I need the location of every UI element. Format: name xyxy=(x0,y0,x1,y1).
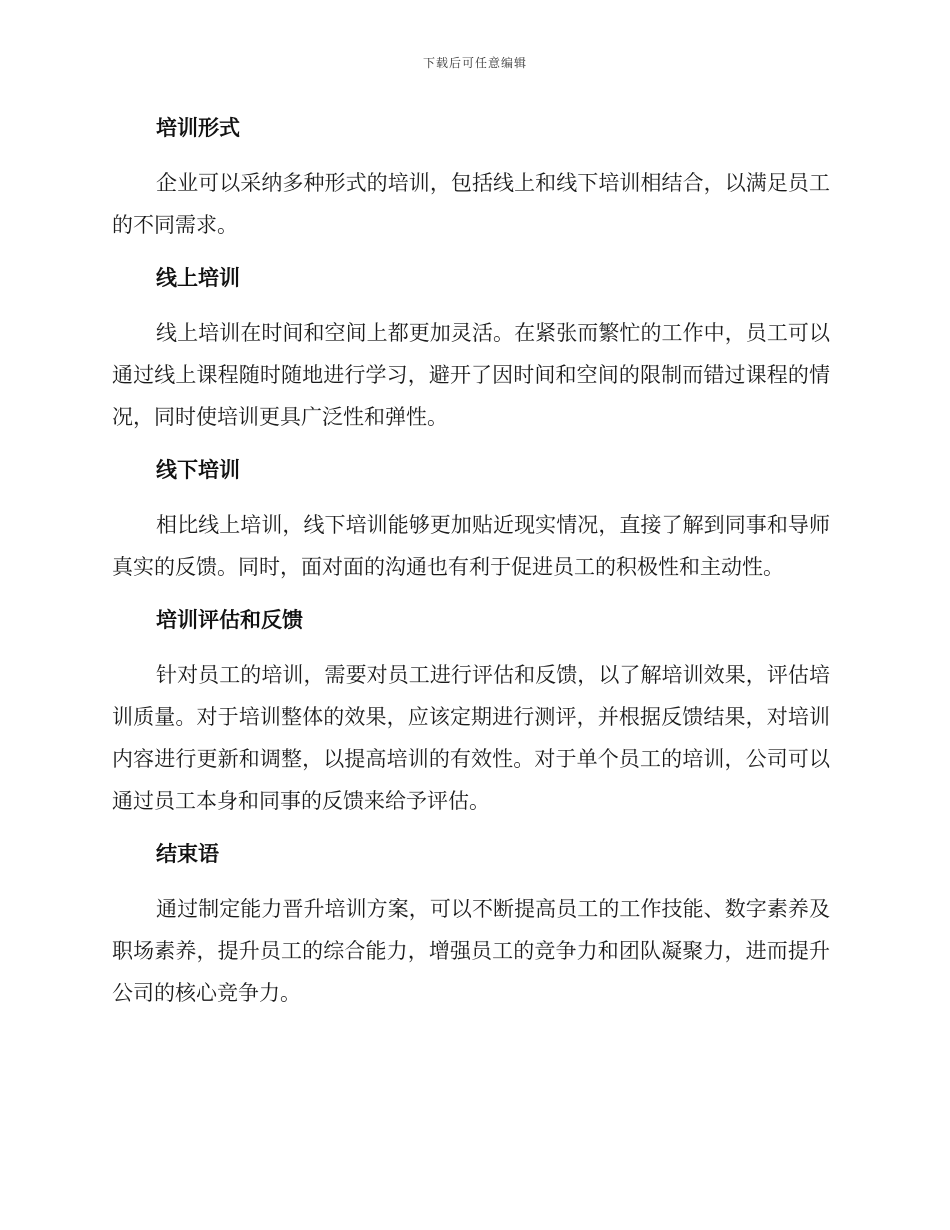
section-heading-training-format: 培训形式 xyxy=(156,116,240,140)
section-paragraph-offline-training: 相比线上培训，线下培训能够更加贴近现实情况，直接了解到同事和导师真实的反馈。同时，面对面的沟通也有利于促进员工的积极性和主动性。 xyxy=(112,513,830,579)
section-paragraph-evaluation-feedback: 针对员工的培训，需要对员工进行评估和反馈，以了解培训效果，评估培训质量。对于培训整体的效果，应该定期进行测评，并根据反馈结果，对培训内容进行更新和调整，以提高培训的有效性。对于单个员工的培训，公司可以通过员工本身和同事的反馈来给予评估。 xyxy=(112,663,830,813)
section-heading-offline-training: 线下培训 xyxy=(156,458,240,482)
section-paragraph-conclusion: 通过制定能力晋升培训方案，可以不断提高员工的工作技能、数字素养及职场素养，提升员工的综合能力，增强员工的竞争力和团队凝聚力，进而提升公司的核心竞争力。 xyxy=(112,897,830,1005)
document-body xyxy=(112,110,830,1014)
section-heading-online-training: 线上培训 xyxy=(156,266,240,290)
header-note: 下载后可任意编辑 xyxy=(422,56,527,70)
section-heading-evaluation-feedback: 培训评估和反馈 xyxy=(156,608,303,632)
section-heading-conclusion: 结束语 xyxy=(156,842,219,866)
section-paragraph-training-format: 企业可以采纳多种形式的培训，包括线上和线下培训相结合，以满足员工的不同需求。 xyxy=(112,171,830,237)
section-paragraph-online-training: 线上培训在时间和空间上都更加灵活。在紧张而繁忙的工作中，员工可以通过线上课程随时随地进行学习，避开了因时间和空间的限制而错过课程的情况，同时使培训更具广泛性和弹性。 xyxy=(112,321,830,429)
